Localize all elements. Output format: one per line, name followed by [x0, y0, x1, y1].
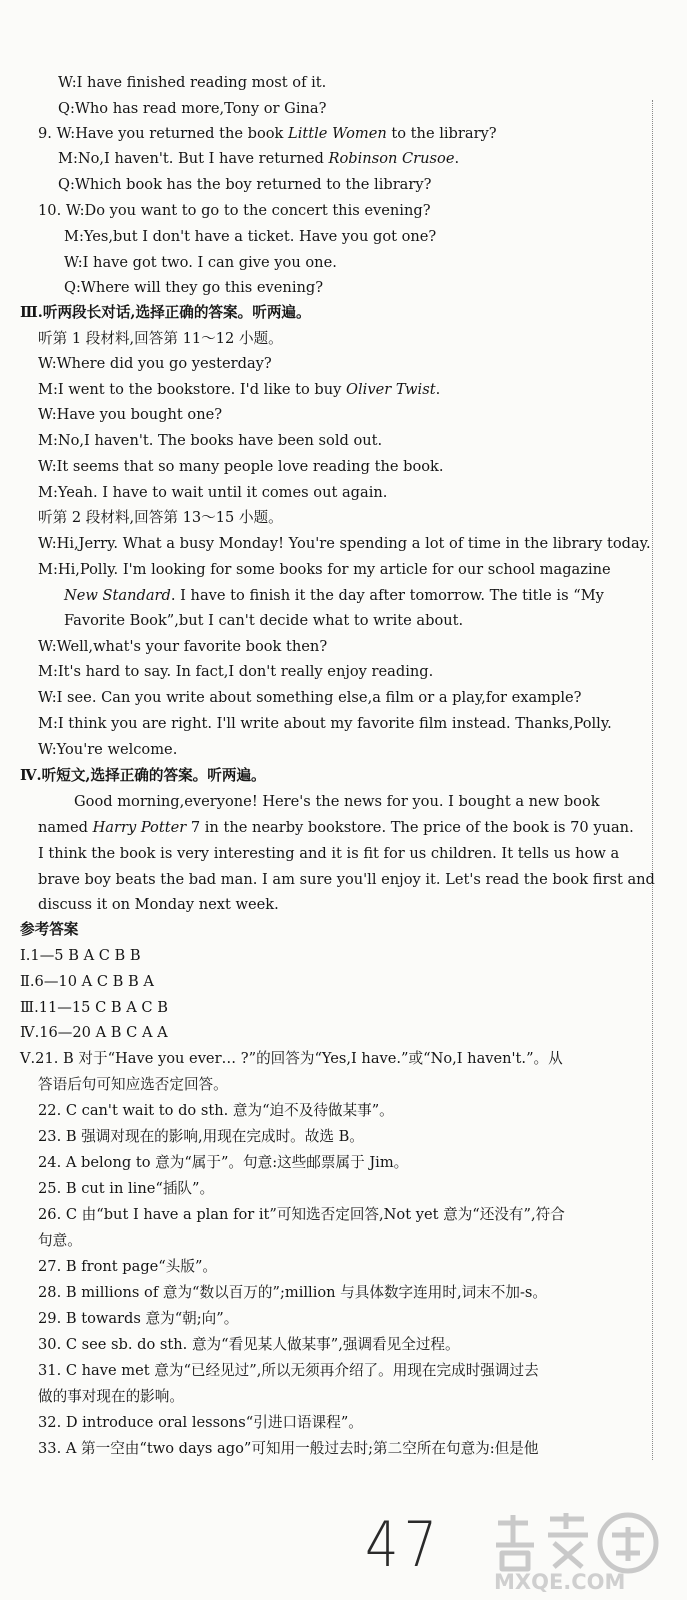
text-line	[38, 818, 634, 838]
text-line	[20, 972, 154, 992]
text-segment: W:I see. Can you write about something else,a film or a play,for example?	[38, 689, 582, 706]
text-segment: 25. B cut in line“插队”。	[38, 1180, 215, 1197]
text-segment: Ⅳ.16—20 A B C A A	[20, 1024, 168, 1041]
text-segment: 32. D introduce oral lessons“引进口语课程”。	[38, 1414, 363, 1431]
text-segment: 24. A belong to 意为“属于”。句意:这些邮票属于 Jim。	[38, 1154, 409, 1171]
text-line	[38, 1127, 364, 1147]
text-segment: W:Where did you go yesterday?	[38, 355, 272, 372]
text-line	[38, 637, 327, 657]
text-line	[20, 303, 311, 323]
text-segment: 27. B front page“头版”。	[38, 1258, 218, 1275]
text-segment: 做的事对现在的影响。	[38, 1388, 184, 1405]
text-line	[38, 405, 222, 425]
text-line	[38, 688, 582, 708]
text-segment: 9. W:Have you returned the book	[38, 125, 289, 142]
text-segment: Good morning,everyone! Here's the news for you. I bought a new book	[74, 793, 600, 810]
text-segment: M:I went to the bookstore. I'd like to buy	[38, 381, 347, 398]
text-segment: Favorite Book”,but I can't decide what to write about.	[64, 612, 464, 629]
text-segment: discuss it on Monday next week.	[38, 896, 279, 913]
text-segment: 22. C can't wait to do sth. 意为“迫不及待做某事”。	[38, 1102, 394, 1119]
text-segment: Q:Which book has the boy returned to the library?	[58, 176, 432, 193]
text-segment: W:I have finished reading most of it.	[58, 74, 327, 91]
text-line	[20, 946, 141, 966]
text-line	[38, 483, 387, 503]
page-number: 47	[365, 1508, 443, 1581]
text-segment: Ⅰ.1—5 B A C B B	[20, 947, 141, 964]
text-line	[64, 611, 463, 631]
text-line	[38, 714, 612, 734]
text-segment: M:No,I haven't. But I have returned	[58, 150, 329, 167]
text-segment: 23. B 强调对现在的影响,用现在完成时。故选 B。	[38, 1128, 364, 1145]
text-line	[38, 380, 440, 400]
text-segment: W:You're welcome.	[38, 741, 178, 758]
text-line	[38, 1283, 547, 1303]
text-segment: M:It's hard to say. In fact,I don't really enjoy reading.	[38, 663, 434, 680]
text-line	[38, 1439, 538, 1459]
text-line	[38, 1309, 238, 1329]
text-segment: named	[38, 819, 93, 836]
text-line	[58, 99, 326, 119]
text-line	[38, 1205, 565, 1225]
text-line	[38, 124, 497, 144]
text-line	[38, 508, 283, 528]
text-segment: W:Hi,Jerry. What a busy Monday! You're spending a lot of time in the library today.	[38, 535, 651, 552]
text-segment: 句意。	[38, 1232, 82, 1249]
text-segment: M:Yeah. I have to wait until it comes out again.	[38, 484, 388, 501]
text-line	[38, 354, 272, 374]
text-line	[38, 1335, 460, 1355]
text-segment: .	[435, 381, 441, 398]
text-line	[38, 1101, 394, 1121]
text-segment: Q:Who has read more,Tony or Gina?	[58, 100, 327, 117]
text-line	[38, 201, 431, 221]
text-segment: brave boy beats the bad man. I am sure you'll enjoy it. Let's read the book first and	[38, 871, 655, 888]
text-segment: 7 in the nearby bookstore. The price of the book is 70 yuan.	[186, 819, 634, 836]
text-line	[38, 1231, 82, 1251]
text-segment: M:Yes,but I don't have a ticket. Have you got one?	[64, 228, 437, 245]
text-line	[20, 1049, 563, 1069]
text-segment: 33. A 第一空由“two days ago”可知用一般过去时;第二空所在句意为:但是他	[38, 1440, 539, 1457]
text-line	[64, 586, 604, 606]
margin-dotted-rule	[652, 100, 653, 1460]
text-line	[58, 175, 431, 195]
text-segment: 参考答案	[20, 921, 79, 938]
text-segment: 听第 1 段材料,回答第 11～12 小题。	[38, 330, 283, 347]
text-segment: 28. B millions of 意为“数以百万的”;million 与具体数字连用时,词末不加-s。	[38, 1284, 547, 1301]
text-line	[38, 1153, 408, 1173]
text-line	[64, 278, 323, 298]
text-line	[38, 1387, 184, 1407]
text-segment: W:It seems that so many people love reading the book.	[38, 458, 444, 475]
text-line	[38, 844, 619, 864]
text-line	[38, 329, 283, 349]
text-line	[38, 895, 279, 915]
italic-title: Little Women	[288, 125, 387, 142]
text-segment: Ⅴ.21. B 对于“Have you ever… ?”的回答为“Yes,I have.”或“No,I haven't.”。从	[20, 1050, 563, 1067]
text-segment: W:Well,what's your favorite book then?	[38, 638, 328, 655]
text-line	[58, 149, 459, 169]
text-line	[58, 73, 326, 93]
text-line	[38, 870, 655, 890]
text-segment: 26. C 由“but I have a plan for it”可知选否定回答,Not yet 意为“还没有”,符合	[38, 1206, 565, 1223]
text-line	[38, 1179, 214, 1199]
text-segment: 10. W:Do you want to go to the concert this evening?	[38, 202, 431, 219]
text-line	[20, 766, 266, 786]
text-line	[38, 1361, 539, 1381]
text-line	[20, 1023, 168, 1043]
text-segment: 答语后句可知应选否定回答。	[38, 1076, 228, 1093]
text-segment: 30. C see sb. do sth. 意为“看见某人做某事”,强调看见全过程。	[38, 1336, 460, 1353]
text-segment: Ⅱ.6—10 A C B B A	[20, 973, 154, 990]
text-segment: M:I think you are right. I'll write about my favorite film instead. Thanks,Polly.	[38, 715, 612, 732]
italic-title: Harry Potter	[92, 819, 187, 836]
text-line	[38, 1413, 363, 1433]
text-segment: W:I have got two. I can give you one.	[64, 254, 337, 271]
text-segment: . I have to finish it the day after tomorrow. The title is “My	[170, 587, 604, 604]
watermark-logo	[488, 1505, 678, 1595]
italic-title: Robinson Crusoe	[328, 150, 455, 167]
text-segment: Q:Where will they go this evening?	[64, 279, 324, 296]
text-line	[20, 920, 78, 940]
text-segment: I think the book is very interesting and it is fit for us children. It tells us how a	[38, 845, 620, 862]
text-segment: 31. C have met 意为“已经见过”,所以无须再介绍了。用现在完成时强调过去	[38, 1362, 539, 1379]
text-line	[38, 560, 611, 580]
watermark-text: MXQE.COM	[494, 1570, 626, 1594]
text-line	[38, 534, 651, 554]
text-segment: to the library?	[386, 125, 497, 142]
text-line	[38, 740, 177, 760]
text-segment: Ⅲ.听两段长对话,选择正确的答案。听两遍。	[20, 304, 311, 321]
text-line	[38, 1075, 228, 1095]
text-segment: M:Hi,Polly. I'm looking for some books for my article for our school magazine	[38, 561, 611, 578]
text-segment: 29. B towards 意为“朝;向”。	[38, 1310, 239, 1327]
text-line	[38, 457, 444, 477]
text-segment: Ⅳ.听短文,选择正确的答案。听两遍。	[20, 767, 266, 784]
text-line	[74, 792, 600, 812]
text-segment: M:No,I haven't. The books have been sold out.	[38, 432, 383, 449]
text-line	[38, 431, 382, 451]
text-line	[20, 998, 168, 1018]
text-line	[38, 1257, 217, 1277]
italic-title: Oliver Twist	[346, 381, 436, 398]
text-segment: .	[454, 150, 460, 167]
text-line	[38, 662, 433, 682]
text-line	[64, 227, 436, 247]
text-segment: 听第 2 段材料,回答第 13～15 小题。	[38, 509, 283, 526]
text-segment: Ⅲ.11—15 C B A C B	[20, 999, 168, 1016]
text-segment: W:Have you bought one?	[38, 406, 223, 423]
italic-title: New Standard	[64, 587, 171, 604]
text-line	[64, 253, 337, 273]
